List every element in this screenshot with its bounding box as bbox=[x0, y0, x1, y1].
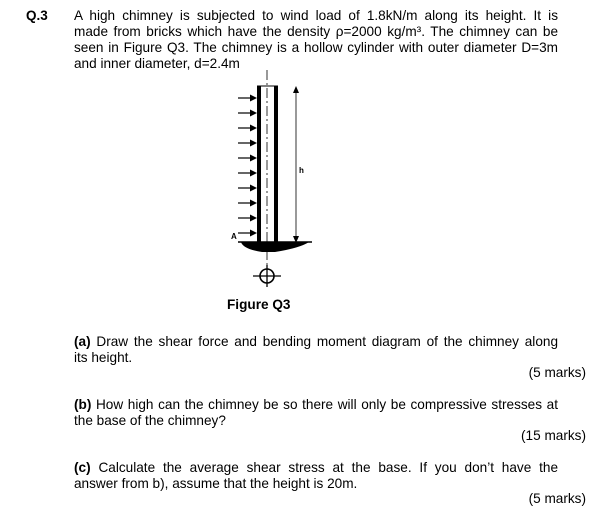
wind-arrow bbox=[238, 170, 257, 177]
wind-arrow bbox=[238, 185, 257, 192]
cross-section-symbol bbox=[253, 265, 281, 287]
height-dimension bbox=[293, 86, 299, 243]
part-a-marks: (5 marks) bbox=[528, 365, 586, 380]
wind-arrow bbox=[238, 230, 257, 237]
wind-arrow bbox=[238, 110, 257, 117]
intro-line-1: A high chimney is subjected to wind load of 1.8kN/m along its height. It is bbox=[74, 8, 558, 23]
question-number: Q.3 bbox=[26, 8, 48, 23]
wind-arrow bbox=[238, 200, 257, 207]
intro-line-2: made from bricks which have the density ρ=2000 kg/m³. The chimney can be bbox=[74, 24, 558, 39]
intro-line-3: seen in Figure Q3. The chimney is a hollow cylinder with outer diameter D=3m bbox=[74, 40, 558, 55]
part-c-label: (c) bbox=[74, 460, 91, 475]
part-a-line-2: its height. bbox=[74, 350, 133, 365]
part-c bbox=[74, 460, 558, 492]
part-c-marks: (5 marks) bbox=[528, 491, 586, 506]
part-b-line-1: (b) How high can the chimney be so there will only be compressive stresses at bbox=[74, 397, 558, 412]
part-b-line-2: the base of the chimney? bbox=[74, 413, 226, 428]
figure-caption: Figure Q3 bbox=[227, 297, 291, 312]
part-b-label: (b) bbox=[74, 397, 92, 412]
chimney-left-wall bbox=[257, 86, 261, 242]
part-c-line-1: (c) Calculate the average shear stress at the base. If you don’t have the bbox=[74, 460, 558, 475]
wind-arrow bbox=[238, 155, 257, 162]
intro-line-4: and inner diameter, d=2.4m bbox=[74, 56, 240, 71]
wind-arrow bbox=[238, 140, 257, 147]
part-a bbox=[74, 334, 558, 366]
chimney-right-wall bbox=[274, 86, 278, 242]
wind-arrow bbox=[238, 125, 257, 132]
chimney-base bbox=[241, 242, 309, 252]
label-a: A bbox=[231, 232, 237, 241]
part-b-marks: (15 marks) bbox=[521, 428, 586, 443]
wind-load-arrows bbox=[238, 95, 257, 237]
part-a-label: (a) bbox=[74, 334, 91, 349]
wind-arrow bbox=[238, 215, 257, 222]
wind-arrow bbox=[238, 95, 257, 102]
part-c-line-2: answer from b), assume that the height is 20m. bbox=[74, 476, 358, 491]
part-a-line-1: (a) Draw the shear force and bending moment diagram of the chimney along bbox=[74, 334, 558, 349]
label-h: h bbox=[299, 166, 304, 175]
part-b bbox=[74, 397, 558, 429]
